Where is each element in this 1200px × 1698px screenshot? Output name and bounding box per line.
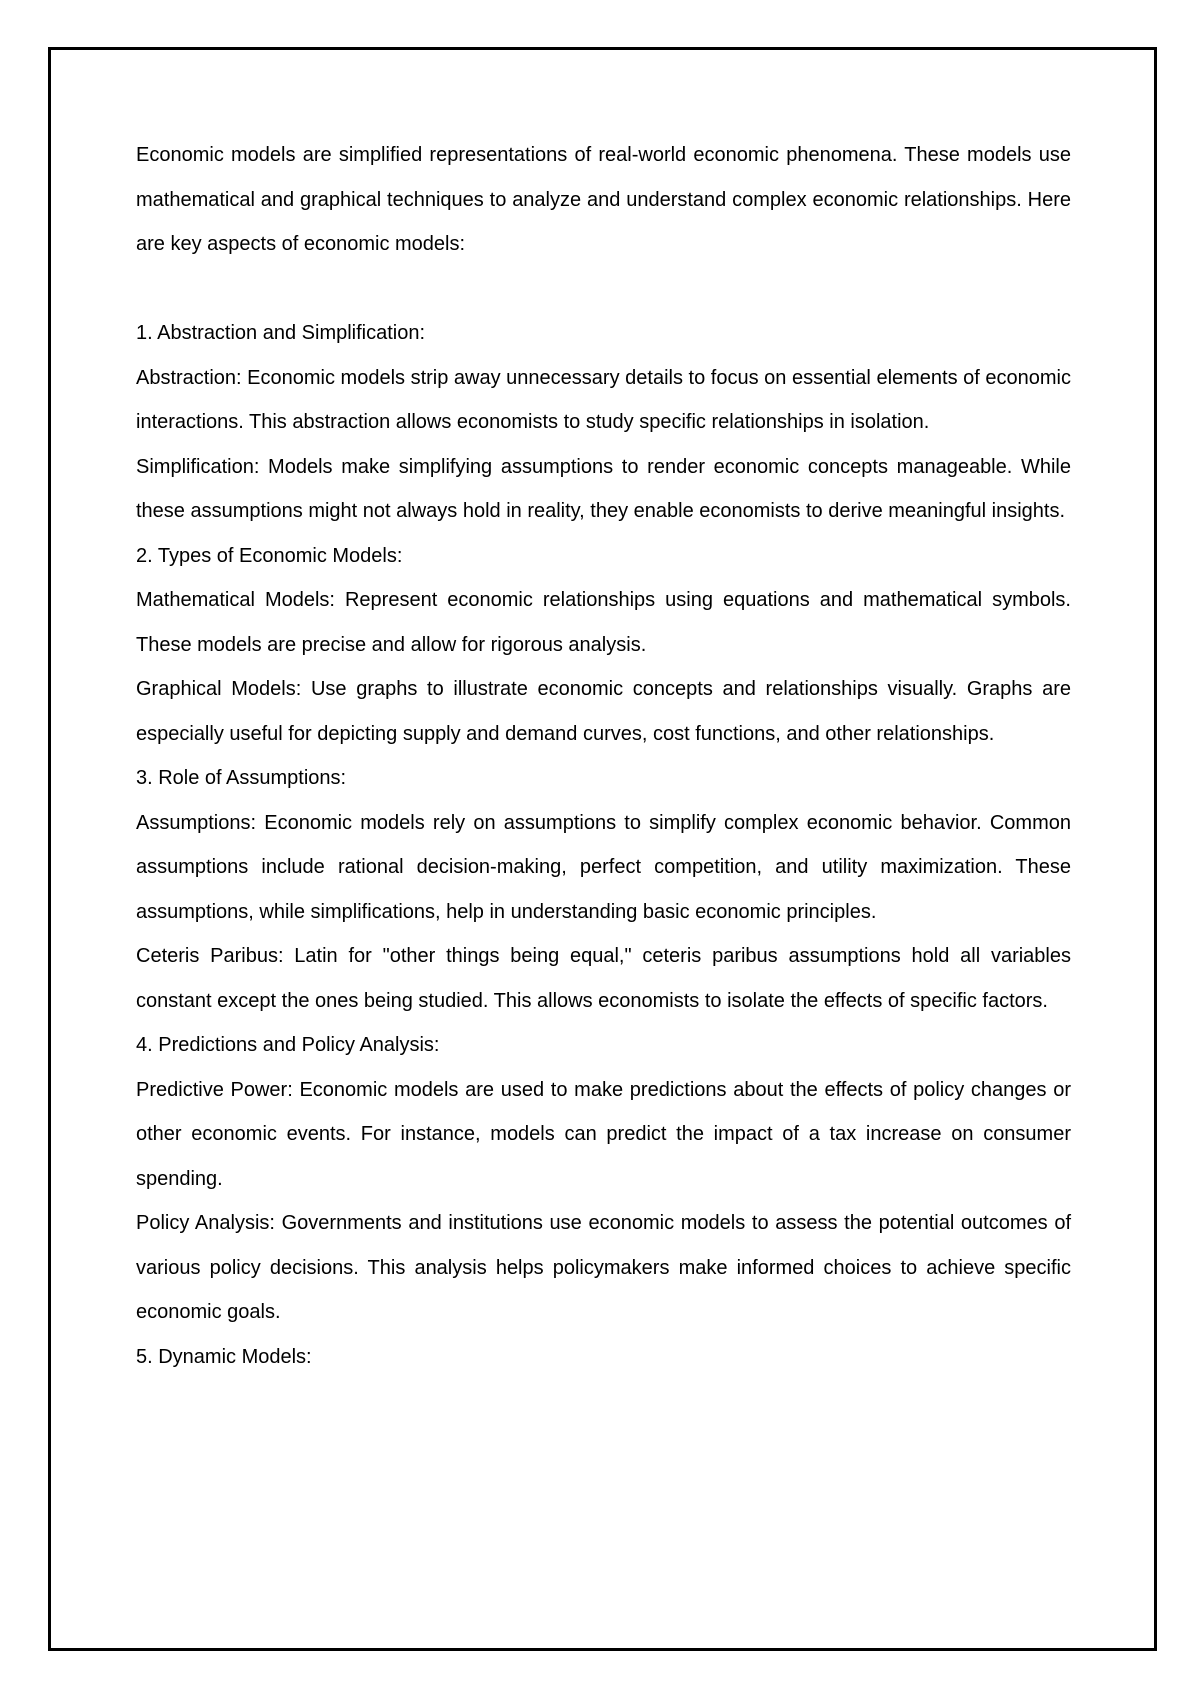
section-2-paragraph-mathematical: Mathematical Models: Represent economic relationships using equations and mathematical symbols. These models are precise and allow for rigorous analysis.	[136, 589, 1071, 656]
section-3-paragraph-ceteris-paribus: Ceteris Paribus: Latin for "other things being equal," ceteris paribus assumptions hold all variables constant except the ones being studied. This allows economists to isolate the effects of specific factors.	[136, 945, 1071, 1012]
section-3-heading: 3. Role of Assumptions:	[136, 767, 347, 789]
section-1-paragraph-simplification: Simplification: Models make simplifying assumptions to render economic concepts manageable. While these assumptions might not always hold in reality, they enable economists to derive meaningful insights.	[136, 455, 1071, 522]
document-body	[136, 133, 1071, 1379]
section-4-paragraph-policy-analysis: Policy Analysis: Governments and institutions use economic models to assess the potential outcomes of various policy decisions. This analysis helps policymakers make informed choices to achieve specific economic goals.	[136, 1212, 1071, 1323]
section-3-paragraph-assumptions: Assumptions: Economic models rely on assumptions to simplify complex economic behavior. Common assumptions include rational decision-making, perfect competition, and utility maximization. These assumptions, while simplifications, help in understanding basic economic principles.	[136, 811, 1071, 923]
intro-paragraph: Economic models are simplified representations of real-world economic phenomena. These models use mathematical and graphical techniques to analyze and understand complex economic relationships. Here are key aspects of economic models:	[136, 144, 1071, 255]
section-4-heading: 4. Predictions and Policy Analysis:	[136, 1034, 440, 1056]
section-1-heading: 1. Abstraction and Simplification:	[136, 322, 426, 344]
section-1-paragraph-abstraction: Abstraction: Economic models strip away unnecessary details to focus on essential elements of economic interactions. This abstraction allows economists to study specific relationships in isolation.	[136, 366, 1071, 433]
section-2-heading: 2. Types of Economic Models:	[136, 544, 403, 567]
section-5-heading: 5. Dynamic Models:	[136, 1345, 312, 1368]
section-4-paragraph-predictive-power: Predictive Power: Economic models are used to make predictions about the effects of policy changes or other economic events. For instance, models can predict the impact of a tax increase on consumer spending.	[136, 1078, 1071, 1190]
section-2-paragraph-graphical: Graphical Models: Use graphs to illustrate economic concepts and relationships visually. Graphs are especially useful for depicting supply and demand curves, cost functions, and other relationships.	[136, 678, 1071, 745]
